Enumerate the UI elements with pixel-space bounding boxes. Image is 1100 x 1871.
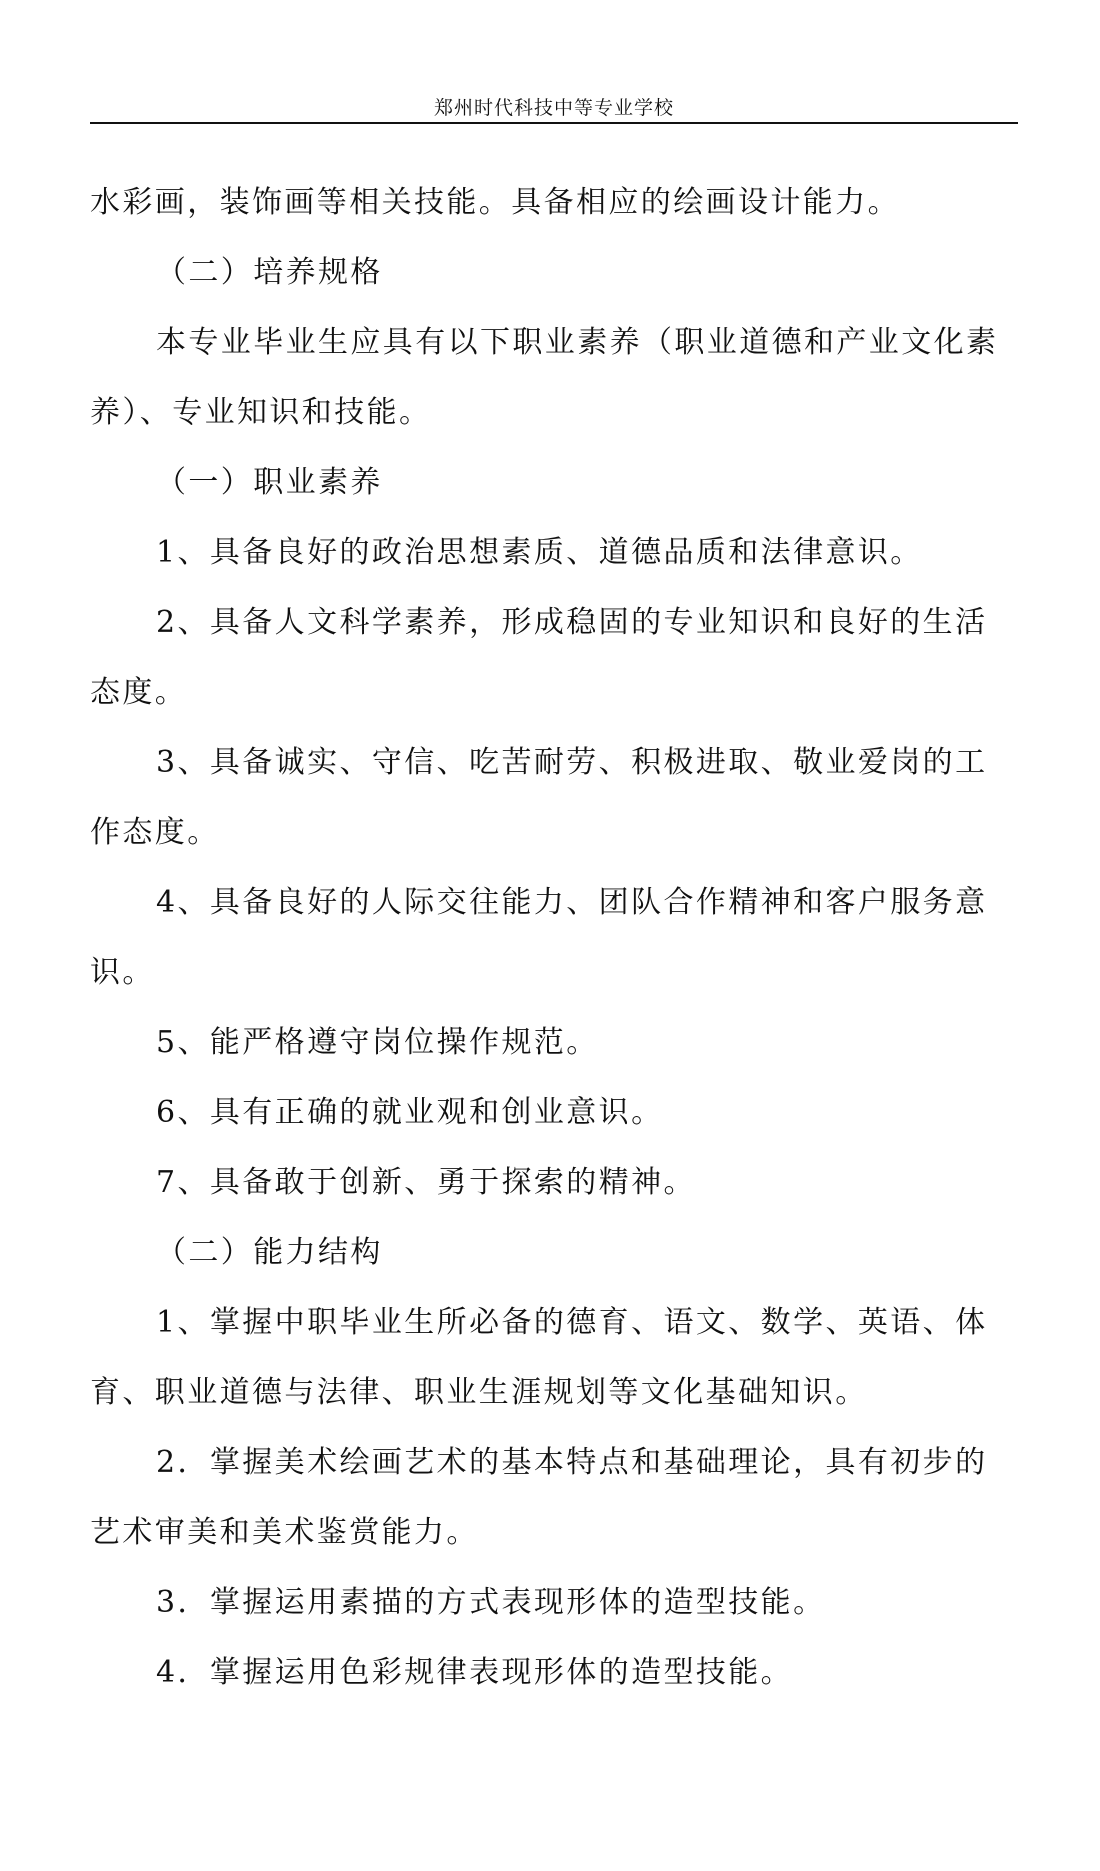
list-item: 3、具备诚实、守信、吃苦耐劳、积极进取、敬业爱岗的工 bbox=[156, 745, 988, 780]
page-header-school-name: 郑州时代科技中等专业学校 bbox=[433, 97, 674, 119]
paragraph-line: 本专业毕业生应具有以下职业素养（职业道德和产业文化素 bbox=[156, 325, 999, 360]
subsection-heading-professional-quality: （一）职业素养 bbox=[156, 465, 383, 500]
section-heading-training-spec: （二）培养规格 bbox=[156, 255, 383, 290]
list-item-continuation: 育、职业道德与法律、职业生涯规划等文化基础知识。 bbox=[90, 1375, 868, 1410]
list-item: 1、掌握中职毕业生所必备的德育、语文、数学、英语、体 bbox=[156, 1305, 988, 1340]
list-item-continuation: 艺术审美和美术鉴赏能力。 bbox=[90, 1515, 479, 1550]
list-item: 2．掌握美术绘画艺术的基本特点和基础理论，具有初步的 bbox=[156, 1445, 988, 1480]
paragraph-line: 养）、专业知识和技能。 bbox=[90, 395, 432, 430]
list-item-continuation: 态度。 bbox=[90, 675, 188, 710]
list-item: 4．掌握运用色彩规律表现形体的造型技能。 bbox=[156, 1655, 794, 1690]
list-item-continuation: 作态度。 bbox=[90, 815, 220, 850]
list-item: 7、具备敢于创新、勇于探索的精神。 bbox=[156, 1165, 696, 1200]
header-divider bbox=[90, 122, 1018, 124]
document-body bbox=[90, 168, 1020, 1708]
list-item: 3．掌握运用素描的方式表现形体的造型技能。 bbox=[156, 1585, 826, 1620]
list-item: 5、能严格遵守岗位操作规范。 bbox=[156, 1025, 599, 1060]
subsection-heading-ability-structure: （二）能力结构 bbox=[156, 1235, 383, 1270]
list-item-continuation: 识。 bbox=[90, 955, 155, 990]
paragraph-line: 水彩画，装饰画等相关技能。具备相应的绘画设计能力。 bbox=[90, 185, 900, 220]
list-item: 2、具备人文科学素养，形成稳固的专业知识和良好的生活 bbox=[156, 605, 988, 640]
list-item: 6、具有正确的就业观和创业意识。 bbox=[156, 1095, 664, 1130]
list-item: 1、具备良好的政治思想素质、道德品质和法律意识。 bbox=[156, 535, 923, 570]
list-item: 4、具备良好的人际交往能力、团队合作精神和客户服务意 bbox=[156, 885, 988, 920]
